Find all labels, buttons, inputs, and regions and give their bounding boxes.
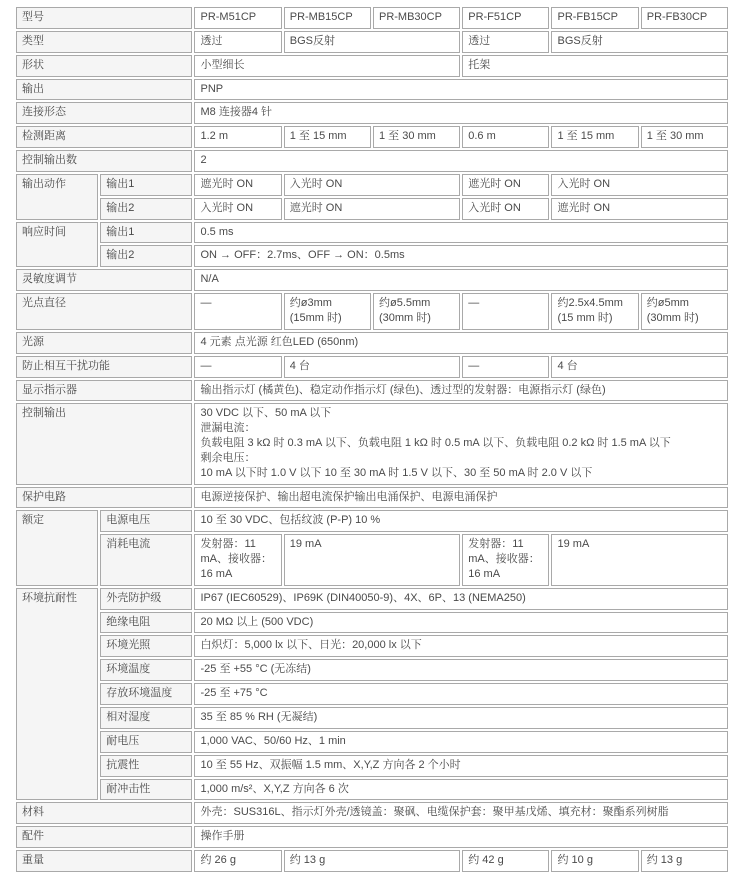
row-env-relative-humidity	[16, 707, 728, 729]
cell-shape-1: 小型细长	[194, 55, 460, 77]
cell-insulation-resistance: 20 MΩ 以上 (500 VDC)	[194, 612, 728, 634]
cell-type-2: BGS反射	[284, 31, 461, 53]
cell-response-1: 0.5 ms	[194, 222, 728, 244]
cell-spot-1: —	[194, 293, 281, 330]
cell-type-1: 透过	[194, 31, 281, 53]
row-label-accessories: 配件	[16, 826, 192, 848]
cell-weight-3: 约 42 g	[462, 850, 549, 872]
row-connection	[16, 102, 728, 124]
row-control-output-count	[16, 150, 728, 172]
sub-label-supply-voltage: 电源电压	[100, 510, 192, 532]
cell-current-1: 发射器：11 mA、接收器：16 mA	[194, 534, 281, 586]
cell-protection-circuit: 电源逆接保护、输出超电流保护输出电涌保护、电源电涌保护	[194, 487, 728, 509]
row-output-action-2	[16, 198, 728, 220]
row-output	[16, 79, 728, 101]
cell-distance-5: 1 至 15 mm	[551, 126, 638, 148]
row-label-control-output: 控制输出	[16, 403, 192, 484]
sub-label-ambient-light: 环境光照	[100, 635, 192, 657]
cell-distance-4: 0.6 m	[462, 126, 549, 148]
row-label-control-output-count: 控制输出数	[16, 150, 192, 172]
row-label-spot-diameter: 光点直径	[16, 293, 192, 330]
row-accessories	[16, 826, 728, 848]
cell-model-6: PR-FB30CP	[641, 7, 728, 29]
row-protection-circuit	[16, 487, 728, 509]
row-label-weight: 重量	[16, 850, 192, 872]
cell-weight-1: 约 26 g	[194, 850, 281, 872]
cell-current-3: 发射器：11 mA、接收器：16 mA	[462, 534, 549, 586]
row-spot-diameter	[16, 293, 728, 330]
sub-label-current-consumption: 消耗电流	[100, 534, 192, 586]
cell-supply-voltage: 10 至 30 VDC、包括纹波 (P-P) 10 %	[194, 510, 728, 532]
cell-enclosure-rating: IP67 (IEC60529)、IP69K (DIN40050-9)、4X、6P、13 (NEMA250)	[194, 588, 728, 610]
cell-vibration-resistance: 10 至 55 Hz、双振幅 1.5 mm、X,Y,Z 方向各 2 个小时	[194, 755, 728, 777]
row-label-output-action: 输出动作	[16, 174, 98, 220]
cell-action1-2: 入光时 ON	[284, 174, 461, 196]
cell-interference-1: —	[194, 356, 281, 378]
cell-weight-4: 约 10 g	[551, 850, 638, 872]
row-type	[16, 31, 728, 53]
row-env-insulation-resistance	[16, 612, 728, 634]
row-env-ambient-temperature	[16, 659, 728, 681]
row-env-withstand-voltage	[16, 731, 728, 753]
cell-action2-1: 入光时 ON	[194, 198, 281, 220]
row-control-output	[16, 403, 728, 484]
cell-model-2: PR-MB15CP	[284, 7, 371, 29]
sub-label-insulation-resistance: 绝缘电阻	[100, 612, 192, 634]
control-output-line-3: 负载电阻 3 kΩ 时 0.3 mA 以下、负载电阻 1 kΩ 时 0.5 mA 以下、负载电阻 0.2 kΩ 时 1.5 mA 以下	[200, 437, 671, 450]
cell-connection: M8 连接器4 针	[194, 102, 728, 124]
cell-weight-2: 约 13 g	[284, 850, 461, 872]
row-label-output: 输出	[16, 79, 192, 101]
row-env-vibration-resistance	[16, 755, 728, 777]
row-label-indicators: 显示指示器	[16, 380, 192, 402]
cell-model-3: PR-MB30CP	[373, 7, 460, 29]
row-label-sensitivity: 灵敏度调节	[16, 269, 192, 291]
cell-distance-6: 1 至 30 mm	[641, 126, 728, 148]
row-label-interference-prevention: 防止相互干扰功能	[16, 356, 192, 378]
sub-label-response-output2: 输出2	[100, 245, 192, 267]
cell-spot-3: 约ø5.5mm (30mm 时)	[373, 293, 460, 330]
row-label-shape: 形状	[16, 55, 192, 77]
cell-current-2: 19 mA	[284, 534, 461, 586]
cell-control-output-count: 2	[194, 150, 728, 172]
sub-label-vibration-resistance: 抗震性	[100, 755, 192, 777]
cell-model-1: PR-M51CP	[194, 7, 281, 29]
row-label-sensing-distance: 检测距离	[16, 126, 192, 148]
row-weight	[16, 850, 728, 872]
cell-interference-3: —	[462, 356, 549, 378]
row-label-material: 材料	[16, 802, 192, 824]
row-label-type: 类型	[16, 31, 192, 53]
sub-label-output2: 输出2	[100, 198, 192, 220]
cell-sensitivity: N/A	[194, 269, 728, 291]
cell-action1-4: 入光时 ON	[551, 174, 728, 196]
cell-storage-temperature: -25 至 +75 °C	[194, 683, 728, 705]
cell-spot-2: 约ø3mm (15mm 时)	[284, 293, 371, 330]
cell-distance-3: 1 至 30 mm	[373, 126, 460, 148]
sub-label-storage-temperature: 存放环境温度	[100, 683, 192, 705]
control-output-line-1: 30 VDC 以下、50 mA 以下	[200, 407, 332, 420]
row-indicators	[16, 380, 728, 402]
row-label-protection-circuit: 保护电路	[16, 487, 192, 509]
row-rating-supply-voltage	[16, 510, 728, 532]
cell-spot-5: 约2.5x4.5mm (15 mm 时)	[551, 293, 638, 330]
row-env-storage-temperature	[16, 683, 728, 705]
cell-action1-1: 遮光时 ON	[194, 174, 281, 196]
cell-model-4: PR-F51CP	[462, 7, 549, 29]
row-interference-prevention	[16, 356, 728, 378]
cell-shock-resistance: 1,000 m/s²、X,Y,Z 方向各 6 次	[194, 779, 728, 801]
cell-action2-3: 入光时 ON	[462, 198, 549, 220]
cell-accessories: 操作手册	[194, 826, 728, 848]
row-response-time-2	[16, 245, 728, 267]
sub-label-ambient-temperature: 环境温度	[100, 659, 192, 681]
row-sensing-distance	[16, 126, 728, 148]
cell-interference-4: 4 台	[551, 356, 728, 378]
cell-response-2: ON → OFF：2.7ms、OFF → ON：0.5ms	[194, 245, 728, 267]
sub-label-output1: 输出1	[100, 174, 192, 196]
cell-action2-2: 遮光时 ON	[284, 198, 461, 220]
cell-relative-humidity: 35 至 85 % RH (无凝结)	[194, 707, 728, 729]
sub-label-response-output1: 输出1	[100, 222, 192, 244]
product-spec-table	[14, 5, 730, 874]
cell-output: PNP	[194, 79, 728, 101]
row-shape	[16, 55, 728, 77]
cell-distance-2: 1 至 15 mm	[284, 126, 371, 148]
sub-label-shock-resistance: 耐冲击性	[100, 779, 192, 801]
control-output-line-4: 剩余电压：	[200, 451, 256, 464]
control-output-line-5: 10 mA 以下时 1.0 V 以下 10 至 30 mA 时 1.5 V 以下、30 至 50 mA 时 2.0 V 以下	[200, 466, 593, 479]
cell-spot-6: 约ø5mm (30mm 时)	[641, 293, 728, 330]
row-env-protection-rating	[16, 588, 728, 610]
control-output-line-2: 泄漏电流：	[200, 422, 256, 435]
cell-current-4: 19 mA	[551, 534, 728, 586]
cell-type-3: 透过	[462, 31, 549, 53]
cell-shape-2: 托架	[462, 55, 728, 77]
row-light-source	[16, 332, 728, 354]
row-sensitivity	[16, 269, 728, 291]
cell-action1-3: 遮光时 ON	[462, 174, 549, 196]
row-label-connection: 连接形态	[16, 102, 192, 124]
cell-action2-4: 遮光时 ON	[551, 198, 728, 220]
row-label-response-time: 响应时间	[16, 222, 98, 268]
sub-label-relative-humidity: 相对湿度	[100, 707, 192, 729]
cell-ambient-temperature: -25 至 +55 °C (无冻结)	[194, 659, 728, 681]
row-label-environment: 环境抗耐性	[16, 588, 98, 801]
cell-control-output	[194, 403, 728, 484]
row-model	[16, 7, 728, 29]
row-response-time-1	[16, 222, 728, 244]
cell-spot-4: —	[462, 293, 549, 330]
row-rating-current-consumption	[16, 534, 728, 586]
cell-interference-2: 4 台	[284, 356, 461, 378]
row-label-model: 型号	[16, 7, 192, 29]
row-env-ambient-light	[16, 635, 728, 657]
sub-label-withstand-voltage: 耐电压	[100, 731, 192, 753]
row-label-rating: 额定	[16, 510, 98, 585]
row-output-action-1	[16, 174, 728, 196]
cell-model-5: PR-FB15CP	[551, 7, 638, 29]
row-env-shock-resistance	[16, 779, 728, 801]
cell-light-source: 4 元素 点光源 红色LED (650nm)	[194, 332, 728, 354]
sub-label-enclosure-rating: 外壳防护级	[100, 588, 192, 610]
cell-ambient-light: 白炽灯：5,000 lx 以下、日光：20,000 lx 以下	[194, 635, 728, 657]
cell-distance-1: 1.2 m	[194, 126, 281, 148]
cell-indicators: 输出指示灯 (橘黄色)、稳定动作指示灯 (绿色)、透过型的发射器：电源指示灯 (绿色)	[194, 380, 728, 402]
row-material	[16, 802, 728, 824]
cell-withstand-voltage: 1,000 VAC、50/60 Hz、1 min	[194, 731, 728, 753]
cell-material: 外壳：SUS316L、指示灯外壳/透镜盖：聚砜、电缆保护套：聚甲基戊烯、填充材：聚酯系列树脂	[194, 802, 728, 824]
cell-weight-5: 约 13 g	[641, 850, 728, 872]
cell-type-4: BGS反射	[551, 31, 728, 53]
row-label-light-source: 光源	[16, 332, 192, 354]
